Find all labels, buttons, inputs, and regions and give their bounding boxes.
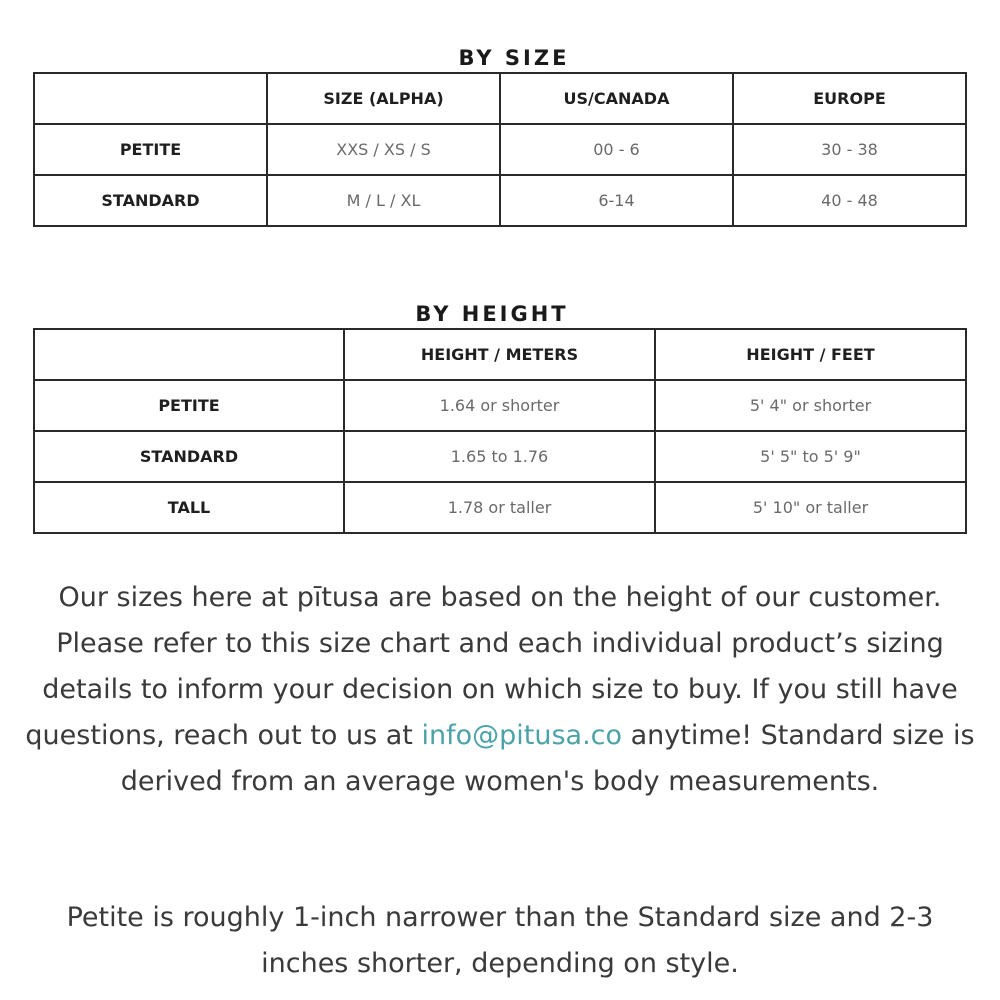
- table-header-row: [34, 73, 966, 124]
- cell-meters: 1.64 or shorter: [344, 380, 655, 431]
- header-us-canada: US/CANADA: [500, 73, 733, 124]
- by-height-title: BY HEIGHT: [415, 302, 569, 326]
- by-height-table: [33, 328, 967, 534]
- header-height-feet: HEIGHT / FEET: [655, 329, 966, 380]
- description-text: Our sizes here at pītusa are based on the height of our customer. Please refer to this size chart and each individual product’s sizing details to inform your decision on which size to buy. If you still have questions, reach out to us at: [25, 582, 958, 751]
- header-size-alpha: SIZE (ALPHA): [267, 73, 500, 124]
- cell-us-canada: 00 - 6: [500, 124, 733, 175]
- header-height-meters: HEIGHT / METERS: [344, 329, 655, 380]
- description-text-end: anytime! Standard size is derived from an average women's body measurements.: [120, 720, 975, 797]
- cell-feet: 5' 5" to 5' 9": [655, 431, 966, 482]
- header-cell: [34, 73, 267, 124]
- cell-europe: 40 - 48: [733, 175, 966, 226]
- table-header-row: [34, 329, 966, 380]
- row-label-standard: STANDARD: [34, 175, 267, 226]
- table-row: [34, 431, 966, 482]
- row-label-tall: TALL: [34, 482, 344, 533]
- by-size-title: BY SIZE: [458, 46, 570, 70]
- cell-feet: 5' 10" or taller: [655, 482, 966, 533]
- cell-us-canada: 6-14: [500, 175, 733, 226]
- email-link[interactable]: info@pitusa.co: [421, 720, 623, 751]
- table-row: [34, 124, 966, 175]
- table-row: [34, 380, 966, 431]
- sizing-description: [20, 575, 980, 805]
- by-size-table: [33, 72, 967, 227]
- header-cell: [34, 329, 344, 380]
- cell-feet: 5' 4" or shorter: [655, 380, 966, 431]
- row-label-standard: STANDARD: [34, 431, 344, 482]
- table-row: [34, 175, 966, 226]
- row-label-petite: PETITE: [34, 124, 267, 175]
- cell-alpha: XXS / XS / S: [267, 124, 500, 175]
- cell-europe: 30 - 38: [733, 124, 966, 175]
- header-europe: EUROPE: [733, 73, 966, 124]
- cell-meters: 1.65 to 1.76: [344, 431, 655, 482]
- cell-meters: 1.78 or taller: [344, 482, 655, 533]
- row-label-petite: PETITE: [34, 380, 344, 431]
- petite-note: Petite is roughly 1-inch narrower than the Standard size and 2-3 inches shorter, depending on style.: [66, 902, 934, 979]
- table-row: [34, 482, 966, 533]
- cell-alpha: M / L / XL: [267, 175, 500, 226]
